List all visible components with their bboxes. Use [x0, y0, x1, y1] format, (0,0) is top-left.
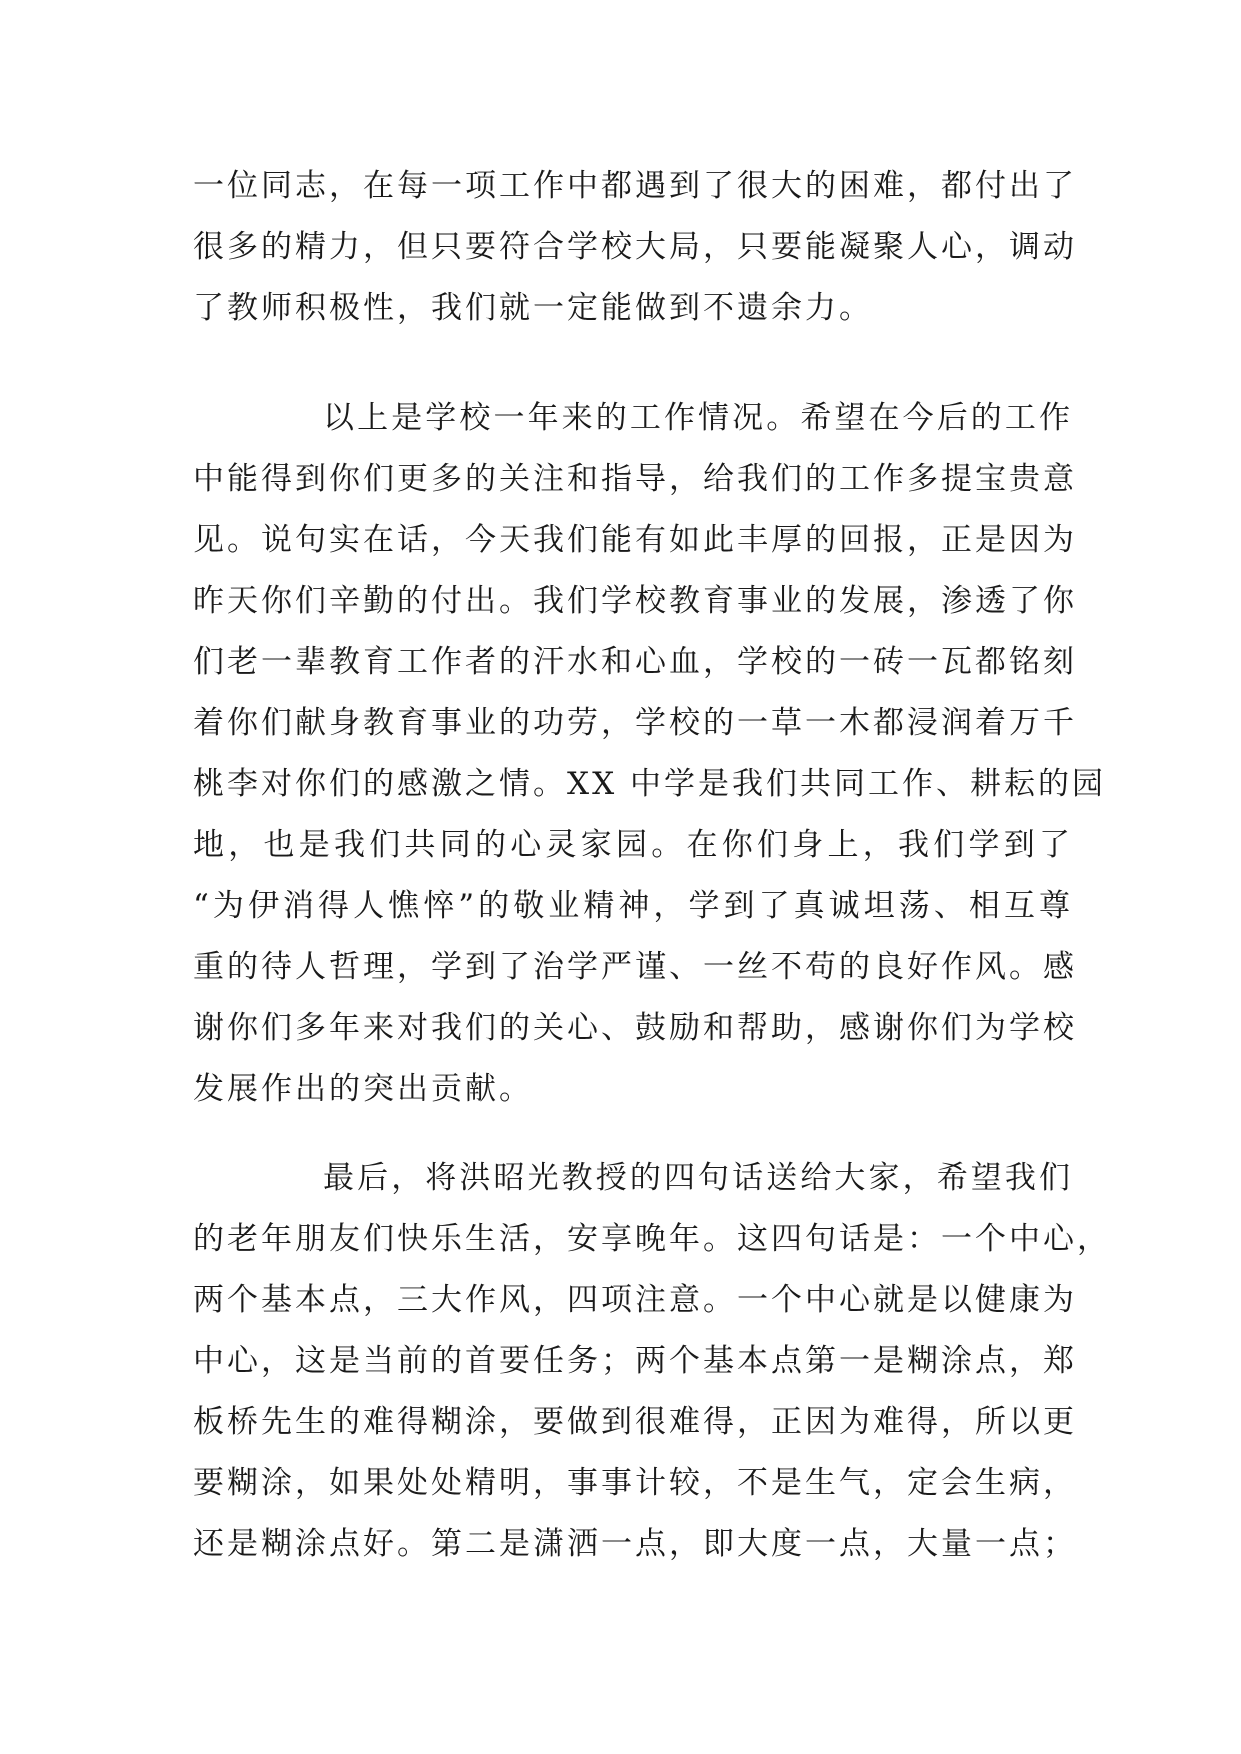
paragraph-line: “为伊消得人憔悴”的敬业精神，学到了真诚坦荡、相互尊 [193, 888, 1073, 924]
paragraph-2 [193, 388, 1106, 1120]
paragraph-line: 地，也是我们共同的心灵家园。在你们身上，我们学到了 [193, 827, 1073, 863]
paragraph-line: 们老一辈教育工作者的汗水和心血，学校的一砖一瓦都铭刻 [193, 644, 1077, 680]
paragraph-line: 重的待人哲理，学到了治学严谨、一丝不苟的良好作风。感 [193, 949, 1077, 985]
paragraph-line: 中心，这是当前的首要任务；两个基本点第一是糊涂点，郑 [193, 1343, 1077, 1379]
paragraph-line: 中能得到你们更多的关注和指导，给我们的工作多提宝贵意 [193, 461, 1077, 497]
paragraph-line: 桃李对你们的感激之情。XX 中学是我们共同工作、耕耘的园 [193, 766, 1106, 802]
paragraph-line: 的老年朋友们快乐生活，安享晚年。这四句话是：一个中心， [193, 1221, 1111, 1257]
paragraph-line: 以上是学校一年来的工作情况。希望在今后的工作 [323, 400, 1073, 436]
paragraph-line: 着你们献身教育事业的功劳，学校的一草一木都浸润着万千 [193, 705, 1077, 741]
paragraph-line: 谢你们多年来对我们的关心、鼓励和帮助，感谢你们为学校 [193, 1010, 1077, 1046]
paragraph-1 [193, 156, 1077, 339]
paragraph-line: 一位同志，在每一项工作中都遇到了很大的困难，都付出了 [193, 168, 1077, 204]
paragraph-line: 还是糊涂点好。第二是潇洒一点，即大度一点，大量一点； [193, 1526, 1077, 1562]
paragraph-line: 发展作出的突出贡献。 [193, 1071, 533, 1107]
paragraph-3 [193, 1148, 1111, 1575]
paragraph-line: 见。说句实在话，今天我们能有如此丰厚的回报，正是因为 [193, 522, 1077, 558]
paragraph-line: 最后，将洪昭光教授的四句话送给大家，希望我们 [323, 1160, 1073, 1196]
paragraph-line: 两个基本点，三大作风，四项注意。一个中心就是以健康为 [193, 1282, 1077, 1318]
paragraph-line: 要糊涂，如果处处精明，事事计较，不是生气，定会生病， [193, 1465, 1077, 1501]
paragraph-line: 很多的精力，但只要符合学校大局，只要能凝聚人心，调动 [193, 229, 1077, 265]
paragraph-line: 昨天你们辛勤的付出。我们学校教育事业的发展，渗透了你 [193, 583, 1077, 619]
paragraph-line: 了教师积极性，我们就一定能做到不遗余力。 [193, 290, 873, 326]
paragraph-line: 板桥先生的难得糊涂，要做到很难得，正因为难得，所以更 [193, 1404, 1077, 1440]
